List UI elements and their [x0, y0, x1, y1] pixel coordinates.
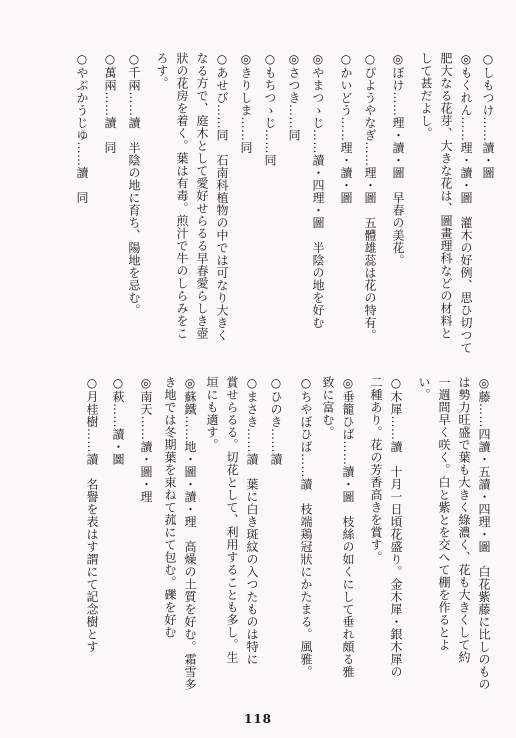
upper-block-column: ◎きりしま……同 [239, 52, 253, 154]
upper-block-column: ◎さつき……同 [287, 52, 301, 142]
lower-block-column: ◎垂籠ひば……讀・圖 枝絲の如くにして垂れ頗る雅 [341, 376, 355, 678]
lower-block-column: 一週間早く咲く。白と紫とを交へて棚を作るとよ [437, 376, 451, 651]
lower-block-column: 二種あり。花の芳香高きを賞す。 [369, 376, 383, 564]
upper-block-column: ◎ぼけ……理・讀・圖 早春の美花。 [391, 52, 405, 267]
lower-block-column: ○木犀……讀 十月一日頃花盛り。金木犀・銀木犀の [389, 376, 403, 678]
lower-block-column: き地では冬期葉を束ねて菰にて包む。礫を好む [163, 376, 177, 639]
lower-block-column: ○ひのき……讀 [269, 376, 283, 466]
upper-block-column: ろす。 [155, 52, 169, 90]
upper-block-column: 狀の花房を着く。葉は有毒。煎汁で牛のしらみをこ [175, 52, 189, 340]
upper-block-column: ○かいどう……理・讀・圖 [339, 52, 353, 204]
upper-block-column: ○やぶかうじゆ……讀 同 [75, 52, 89, 204]
lower-block-column: ○月桂樹……讀 名譽を表はす謂にて記念樹とす [85, 376, 99, 653]
lower-block-column: ◎藤……四讀・五讀・四理・圖 白花紫藤に比しのもの [477, 376, 491, 691]
upper-block-column: ○萬兩……讀 同 [103, 52, 117, 154]
page-number: 118 [243, 712, 273, 726]
lower-block-column: い。 [417, 376, 431, 401]
lower-block-column: ◎南天……讀・圖・理 [139, 376, 153, 503]
lower-block-column: ○まさき……讀 葉に白き斑紋の入つたものは特に [245, 376, 259, 666]
upper-block-column: ○千兩……讀 半陰の地に育ち、陽地を忌む。 [127, 52, 141, 317]
lower-block-column: ○萩……讀・圖 [111, 376, 125, 466]
lower-block-column: ◎蘇鐵……地・圖・讀・理 高燥の土質を好む。霜雪多 [183, 376, 197, 691]
lower-block-column: 垣にも適す。 [205, 376, 219, 451]
upper-block-column: ○あせび……同 石南科植物の中では可なり大きく [215, 52, 229, 342]
upper-block-column: ◎やまつゝじ……讀・四理・圖 半陰の地を好む [311, 52, 325, 329]
upper-block-column: ◎もくれん……理・讀・圖 灌木の好例、思ひ切つて [459, 52, 473, 354]
upper-block-column: ○ぴようやなぎ……理・圖 五體雄蕊は花の特有。 [363, 52, 377, 342]
lower-block-column: は勢力旺盛で葉も大きく綠濃く、花も大きくして約 [457, 376, 471, 664]
lower-block-column: 致に富む。 [321, 376, 335, 439]
upper-block-column: なる方で、庭木として愛好せらるる早春愛らしき壺 [195, 52, 209, 340]
lower-block-column: ○ちやぼひば……讀 枝端鶏冠狀にかたまる。風雅。 [299, 376, 313, 678]
lower-block-column: 賞せらるる。切花として、利用することも多し。生 [225, 376, 239, 664]
upper-block-column: 肥大なる花芽、大きな花は、圖畫理科などの材料と [439, 52, 453, 340]
upper-block-column: ○もちつゝじ……同 [263, 52, 277, 167]
upper-block-column: ○しもつけ……讀・圖 [481, 52, 495, 179]
upper-block-column: して甚だよし。 [419, 52, 433, 140]
